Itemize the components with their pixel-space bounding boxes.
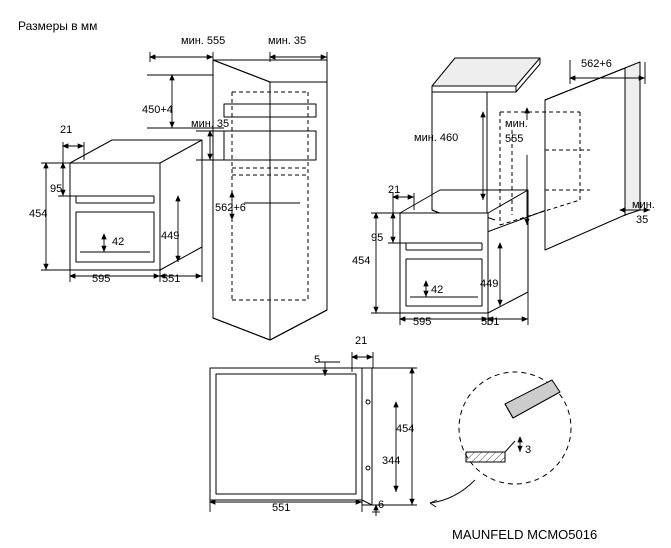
dim-3-detail: 3 bbox=[525, 444, 532, 456]
dim-min-35-right-line1: мин. bbox=[632, 199, 655, 211]
dim-min-555: мин. 555 bbox=[181, 35, 226, 47]
cabinet-outline-left bbox=[213, 60, 327, 340]
oven-side-section bbox=[210, 368, 372, 505]
dim-551-bottom: 551 bbox=[272, 502, 291, 514]
dim-562-plus6-left: 562+6 bbox=[215, 202, 246, 214]
dim-min-35-mid: мин. 35 bbox=[191, 118, 230, 130]
dim-min-555-right-line1: мин. bbox=[505, 118, 528, 130]
dim-449-mid: 449 bbox=[480, 278, 499, 290]
dim-551-left: 551 bbox=[162, 273, 181, 285]
detail-callout bbox=[430, 372, 571, 507]
dim-454-bottom: 454 bbox=[396, 423, 415, 435]
dim-42-left: 42 bbox=[112, 236, 125, 248]
dim-595-mid: 595 bbox=[413, 316, 432, 328]
dim-42-mid: 42 bbox=[431, 284, 444, 296]
dim-min-35-right-line2: 35 bbox=[636, 214, 649, 226]
dim-450-plus4: 450+4 bbox=[142, 104, 173, 116]
model-label: MAUNFELD MCMO5016 bbox=[452, 527, 598, 542]
dim-595-left: 595 bbox=[92, 273, 111, 285]
dim-344-bottom: 344 bbox=[382, 455, 401, 467]
dim-6-bottom: 6 bbox=[378, 499, 385, 511]
dim-95-mid: 95 bbox=[371, 232, 384, 244]
dim-21-bottom: 21 bbox=[355, 335, 368, 347]
dim-449-left: 449 bbox=[161, 230, 180, 242]
dim-min-35-top: мин. 35 bbox=[268, 35, 307, 47]
dim-562-plus6-right: 562+6 bbox=[581, 58, 612, 70]
dim-21-mid: 21 bbox=[388, 184, 401, 196]
dim-5-bottom: 5 bbox=[314, 354, 321, 366]
dim-21-left: 21 bbox=[60, 124, 73, 136]
dim-min-555-right-line2: 555 bbox=[505, 133, 524, 145]
oven-box-mid bbox=[400, 190, 528, 313]
dim-454-left: 454 bbox=[29, 208, 48, 220]
dim-min-460: мин. 460 bbox=[414, 132, 459, 144]
dim-551-mid: 551 bbox=[481, 316, 500, 328]
dim-95-left: 95 bbox=[50, 183, 63, 195]
page-title: Размеры в мм bbox=[18, 19, 98, 33]
oven-box-left bbox=[70, 140, 202, 270]
dim-454-mid: 454 bbox=[352, 255, 371, 267]
